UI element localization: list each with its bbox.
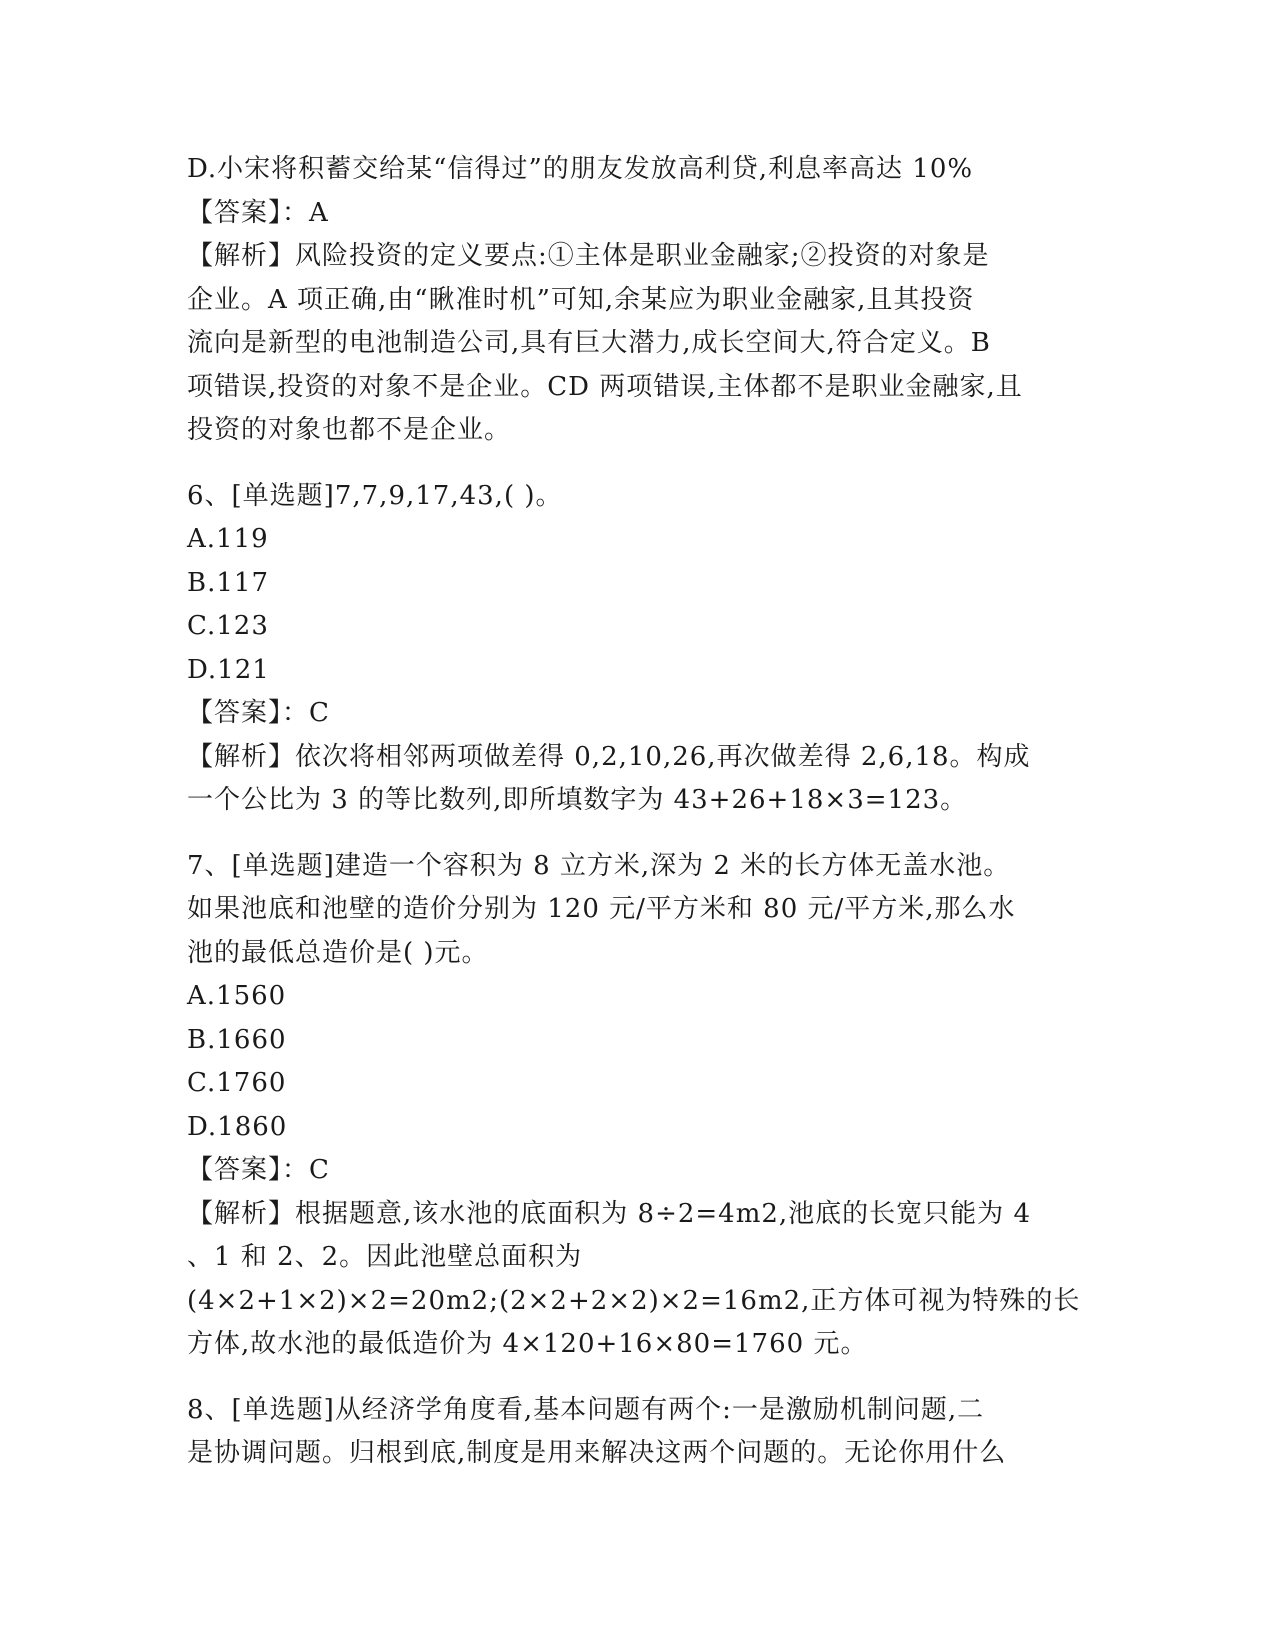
question-7 bbox=[187, 845, 1087, 1367]
q7-question-line: 如果池底和池壁的造价分别为 120 元/平方米和 80 元/平方米,那么水 bbox=[187, 894, 1016, 924]
q7-question-line: 7、[单选题]建造一个容积为 8 立方米,深为 2 米的长方体无盖水池。 bbox=[187, 850, 1011, 881]
question-6 bbox=[187, 475, 1087, 823]
q6-option-d: D.121 bbox=[187, 654, 270, 685]
q7-option-b: B.1660 bbox=[187, 1024, 287, 1055]
q5-answer: 【答案】：A bbox=[187, 197, 329, 228]
q6-option-a: A.119 bbox=[187, 524, 269, 554]
q7-option-a: A.1560 bbox=[187, 981, 287, 1011]
q6-analysis-line: 【解析】依次将相邻两项做差得 0,2,10,26,再次做差得 2,6,18。构成 bbox=[187, 741, 1031, 772]
q5-analysis-line: 流向是新型的电池制造公司,具有巨大潜力,成长空间大,符合定义。B bbox=[187, 328, 991, 358]
q7-option-d: D.1860 bbox=[187, 1111, 288, 1142]
q6-option-c: C.123 bbox=[187, 611, 269, 641]
q7-analysis-line: 方体,故水池的最低造价为 4×120+16×80=1760 元。 bbox=[187, 1329, 868, 1359]
q6-analysis-line: 一个公比为 3 的等比数列,即所填数字为 43+26+18×3=123。 bbox=[187, 785, 968, 815]
q7-analysis-line: 【解析】根据题意,该水池的底面积为 8÷2=4m2,池底的长宽只能为 4 bbox=[187, 1198, 1031, 1229]
q5-analysis-line: 项错误,投资的对象不是企业。CD 两项错误,主体都不是职业金融家,且 bbox=[187, 371, 1023, 402]
document-page bbox=[187, 148, 1087, 1476]
q7-analysis-line: 、1 和 2、2。因此池壁总面积为 bbox=[187, 1242, 583, 1272]
q5-analysis-line: 企业。A 项正确,由“瞅准时机”可知,余某应为职业金融家,且其投资 bbox=[187, 284, 975, 315]
q7-analysis-line: (4×2+1×2)×2=20m2;(2×2+2×2)×2=16m2,正方体可视为特殊的长 bbox=[187, 1285, 1081, 1316]
q7-answer: 【答案】：C bbox=[187, 1155, 330, 1185]
q5-analysis-line: 【解析】风险投资的定义要点:①主体是职业金融家;②投资的对象是 bbox=[187, 241, 990, 271]
question-5-tail bbox=[187, 148, 1087, 453]
q6-option-b: B.117 bbox=[187, 567, 269, 598]
q5-option-d: D.小宋将积蓄交给某“信得过”的朋友发放高利贷,利息率高达 10% bbox=[187, 154, 974, 184]
q5-analysis-line: 投资的对象也都不是企业。 bbox=[187, 415, 512, 445]
q8-question-line: 8、[单选题]从经济学角度看,基本问题有两个:一是激励机制问题,二 bbox=[187, 1394, 985, 1425]
q6-answer: 【答案】：C bbox=[187, 698, 330, 728]
question-8 bbox=[187, 1389, 1087, 1476]
q8-question-line: 是协调问题。归根到底,制度是用来解决这两个问题的。无论你用什么 bbox=[187, 1438, 1007, 1468]
q7-option-c: C.1760 bbox=[187, 1068, 287, 1098]
q6-question: 6、[单选题]7,7,9,17,43,( )。 bbox=[187, 480, 563, 511]
q7-question-line: 池的最低总造价是( )元。 bbox=[187, 937, 489, 968]
